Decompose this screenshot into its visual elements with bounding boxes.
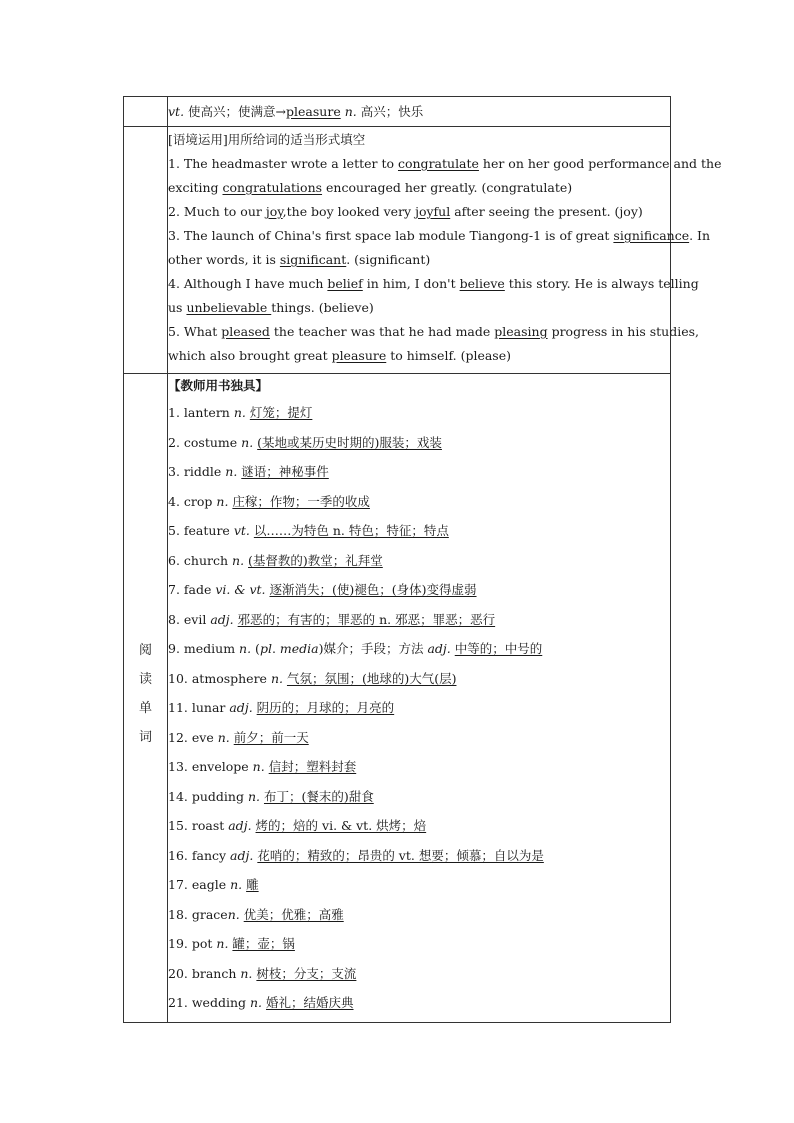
exercise-item-1: 1. The headmaster wrote a letter to congratulate her on her good performance and the bbox=[168, 156, 722, 171]
answer-blank: pleasing bbox=[494, 324, 548, 339]
answer-blank: congratulations bbox=[222, 180, 323, 195]
exercise-cell: [语境运用]用所给词的适当形式填空 1. The headmaster wrote a letter to congratulate her on her good performance and the exciting congratulations encouraged her greatly. (congratulate) 2. Much to our joy,the boy looked very joyful after seeing the present. (joy) 3. The launch of China's first space lab module Tiangong-1 is of great significance. In other words, it is significant. (significant) 4. Although I have much belief in him, I don't believe this story. He is always telling us unbelievable things. (believe) 5. What pleased the teacher was that he had made pleasing progress in his studies, which also brought great pleasure to himself. (please) bbox=[168, 127, 671, 374]
table-row bbox=[124, 374, 671, 1023]
answer-blank: significant bbox=[279, 252, 347, 267]
answer-blank: pleased bbox=[221, 324, 270, 339]
vocab-item: 8. evil adj. 邪恶的；有害的；罪恶的 n. 邪恶；罪恶；恶行 bbox=[168, 611, 496, 627]
vocab-item: 19. pot n. 罐；壶；锅 bbox=[168, 936, 295, 951]
exercise-header: [语境运用]用所给词的适当形式填空 bbox=[168, 132, 366, 147]
side-cell-empty bbox=[124, 97, 168, 127]
vocab-item: 12. eve n. 前夕；前一天 bbox=[168, 729, 309, 745]
vocab-meaning: 逐渐消失；(使)褪色；(身体)变得虚弱 bbox=[269, 582, 477, 597]
vocab-meaning: 优美；优雅；高雅 bbox=[243, 906, 344, 922]
vocab-list-cell bbox=[168, 374, 671, 1023]
vocab-meaning: 阴历的；月球的；月亮的 bbox=[256, 700, 395, 715]
vocab-item: 9. medium n. (pl. media)媒介；手段；方法 adj. 中等的；中号的 bbox=[168, 641, 543, 656]
vocab-item: 2. costume n. (某地或某历史时期的)服装；戏装 bbox=[168, 434, 442, 450]
vocab-meaning: 邪恶的；有害的；罪恶的 n. 邪恶；罪恶；恶行 bbox=[237, 611, 496, 627]
vocab-meaning: 花哨的；精致的；昂贵的 vt. 想要；倾慕；自以为是 bbox=[257, 847, 544, 863]
vocab-meaning: 婚礼；结婚庆典 bbox=[266, 995, 354, 1010]
vocab-meaning: (基督教的)教堂；礼拜堂 bbox=[248, 552, 383, 568]
exercise-item-5: 5. What pleased the teacher was that he had made pleasing progress in his studies, bbox=[168, 324, 699, 339]
answer-blank: joyful bbox=[415, 204, 451, 219]
vocab-meaning: 谜语；神秘事件 bbox=[241, 464, 329, 479]
vocab-meaning: 树枝；分支；支流 bbox=[256, 965, 357, 981]
vocab-meaning: 灯笼；提灯 bbox=[249, 405, 313, 420]
vocab-item: 14. pudding n. 布丁；(餐末的)甜食 bbox=[168, 788, 374, 804]
vocab-meaning: 罐；壶；锅 bbox=[232, 936, 295, 951]
section-label-cell bbox=[124, 374, 168, 1023]
answer-blank: believe bbox=[459, 276, 505, 291]
vocab-meaning: 以……为特色 n. 特色；特征；特点 bbox=[253, 523, 449, 538]
vocab-meaning: 雕 bbox=[246, 877, 259, 892]
vocab-item: 11. lunar adj. 阴历的；月球的；月亮的 bbox=[168, 700, 395, 715]
vocab-meaning: 信封；塑料封套 bbox=[268, 759, 357, 774]
vocab-item: 10. atmosphere n. 气氛；氛围；(地球的)大气(层) bbox=[168, 670, 457, 686]
vocab-item: 4. crop n. 庄稼；作物；一季的收成 bbox=[168, 493, 370, 509]
table-row bbox=[124, 127, 671, 374]
definition-line: vt. 使高兴；使满意→pleasure n. 高兴；快乐 bbox=[168, 103, 424, 119]
section-label: 阅 读 单 词 bbox=[138, 643, 152, 745]
table-row bbox=[124, 97, 671, 127]
vocab-item: 13. envelope n. 信封；塑料封套 bbox=[168, 759, 357, 774]
exercise-item-2: 2. Much to our joy,the boy looked very joyful after seeing the present. (joy) bbox=[168, 204, 643, 219]
exercise-item-4: 4. Although I have much belief in him, I don't believe this story. He is always telling bbox=[168, 276, 699, 291]
vocab-item: 18. gracen. 优美；优雅；高雅 bbox=[168, 906, 344, 922]
vocab-item: 15. roast adj. 烤的；焙的 vi. & vt. 烘烤；焙 bbox=[168, 818, 427, 833]
side-cell-empty bbox=[124, 127, 168, 374]
answer-blank: congratulate bbox=[397, 156, 479, 171]
vocab-item: 20. branch n. 树枝；分支；支流 bbox=[168, 965, 357, 981]
definition-cell bbox=[168, 97, 671, 127]
vocab-meaning: 气氛；氛围；(地球的)大气(层) bbox=[286, 670, 457, 686]
vocabulary-table bbox=[123, 96, 722, 1023]
vocab-item: 6. church n. (基督教的)教堂；礼拜堂 bbox=[168, 552, 383, 568]
vocab-item: 7. fade vi. & vt. 逐渐消失；(使)褪色；(身体)变得虚弱 bbox=[168, 582, 477, 597]
vocab-list bbox=[168, 398, 670, 1018]
vocab-meaning: 烤的；焙的 vi. & vt. 烘烤；焙 bbox=[255, 818, 427, 833]
vocab-item: 5. feature vt. 以……为特色 n. 特色；特征；特点 bbox=[168, 523, 449, 538]
vocab-meaning: 中等的；中号的 bbox=[454, 641, 543, 656]
answer-blank: joy bbox=[265, 204, 283, 219]
vocab-meaning: 庄稼；作物；一季的收成 bbox=[232, 493, 370, 509]
vocab-item: 16. fancy adj. 花哨的；精致的；昂贵的 vt. 想要；倾慕；自以为是 bbox=[168, 847, 544, 863]
vocab-item: 1. lantern n. 灯笼；提灯 bbox=[168, 405, 313, 420]
vocab-item: 21. wedding n. 婚礼；结婚庆典 bbox=[168, 995, 354, 1010]
answer-blank: pleasure bbox=[331, 348, 387, 363]
vocab-header: 【教师用书独具】 bbox=[168, 378, 269, 393]
answer-blank: belief bbox=[327, 276, 363, 291]
vocab-meaning: 前夕；前一天 bbox=[233, 729, 309, 745]
vocab-item: 17. eagle n. 雕 bbox=[168, 877, 259, 892]
vocab-meaning: (某地或某历史时期的)服装；戏装 bbox=[257, 434, 442, 450]
answer-blank: unbelievable bbox=[186, 300, 272, 315]
vocab-meaning: 布丁；(餐末的)甜食 bbox=[263, 788, 374, 804]
exercise-item-3: 3. The launch of China's first space lab module Tiangong-1 is of great significance. In bbox=[168, 228, 711, 243]
vocab-item: 3. riddle n. 谜语；神秘事件 bbox=[168, 464, 329, 479]
answer-blank: significance bbox=[613, 228, 690, 243]
answer-blank: pleasure bbox=[286, 103, 341, 119]
